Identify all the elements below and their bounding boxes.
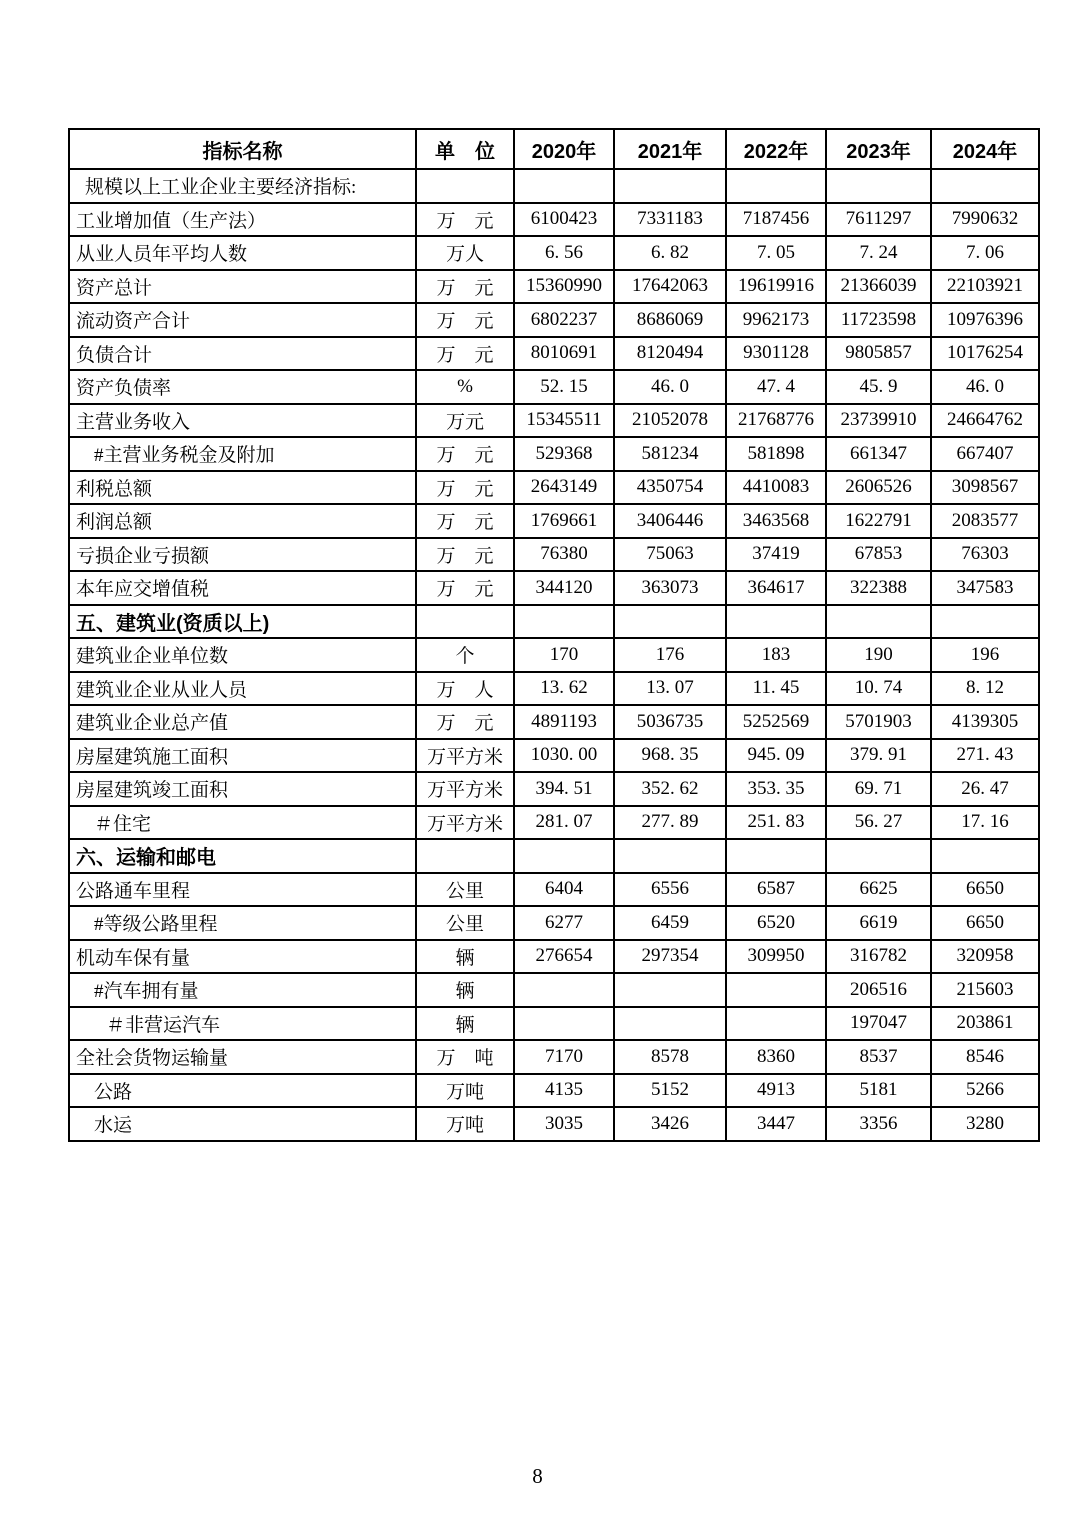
indicator-label: 建筑业企业总产值 bbox=[69, 705, 416, 739]
unit-cell: 万吨 bbox=[416, 1107, 514, 1141]
value-cell: 9805857 bbox=[826, 337, 931, 371]
value-cell: 22103921 bbox=[931, 270, 1039, 304]
value-cell: 529368 bbox=[514, 437, 614, 471]
table-row bbox=[69, 303, 1039, 337]
value-cell: 9962173 bbox=[726, 303, 826, 337]
unit-cell: 个 bbox=[416, 638, 514, 672]
header-row bbox=[69, 129, 1039, 169]
table-row bbox=[69, 270, 1039, 304]
value-cell: 281. 07 bbox=[514, 806, 614, 840]
value-cell: 8010691 bbox=[514, 337, 614, 371]
indicator-label: 机动车保有量 bbox=[69, 940, 416, 974]
value-cell: 8686069 bbox=[614, 303, 726, 337]
value-cell: 1030. 00 bbox=[514, 739, 614, 773]
value-cell: 7611297 bbox=[826, 203, 931, 237]
value-cell: 3356 bbox=[826, 1107, 931, 1141]
unit-cell: 万 吨 bbox=[416, 1040, 514, 1074]
indicator-label: 全社会货物运输量 bbox=[69, 1040, 416, 1074]
indicator-label: ＃住宅 bbox=[69, 806, 416, 840]
value-cell bbox=[514, 839, 614, 873]
value-cell: 6520 bbox=[726, 906, 826, 940]
table-row bbox=[69, 236, 1039, 270]
indicator-label: 亏损企业亏损额 bbox=[69, 538, 416, 572]
indicator-label: 负债合计 bbox=[69, 337, 416, 371]
value-cell: 309950 bbox=[726, 940, 826, 974]
value-cell: 3035 bbox=[514, 1107, 614, 1141]
col-header-indicator-name: 指标名称 bbox=[69, 129, 416, 169]
value-cell: 344120 bbox=[514, 571, 614, 605]
unit-cell: 万 元 bbox=[416, 705, 514, 739]
value-cell bbox=[514, 605, 614, 639]
value-cell: 277. 89 bbox=[614, 806, 726, 840]
value-cell: 2606526 bbox=[826, 471, 931, 505]
value-cell: 968. 35 bbox=[614, 739, 726, 773]
value-cell bbox=[726, 605, 826, 639]
value-cell: 21768776 bbox=[726, 404, 826, 438]
unit-cell: 辆 bbox=[416, 1007, 514, 1041]
unit-cell bbox=[416, 839, 514, 873]
unit-cell: 万平方米 bbox=[416, 739, 514, 773]
indicator-label: 利润总额 bbox=[69, 504, 416, 538]
value-cell: 7187456 bbox=[726, 203, 826, 237]
value-cell: 1769661 bbox=[514, 504, 614, 538]
value-cell: 76380 bbox=[514, 538, 614, 572]
unit-cell: 万 人 bbox=[416, 672, 514, 706]
value-cell: 6625 bbox=[826, 873, 931, 907]
value-cell: 196 bbox=[931, 638, 1039, 672]
indicator-label: 本年应交增值税 bbox=[69, 571, 416, 605]
value-cell bbox=[614, 973, 726, 1007]
value-cell: 6404 bbox=[514, 873, 614, 907]
value-cell bbox=[514, 973, 614, 1007]
value-cell: 316782 bbox=[826, 940, 931, 974]
unit-cell: 万 元 bbox=[416, 471, 514, 505]
value-cell bbox=[931, 169, 1039, 203]
unit-cell: 万吨 bbox=[416, 1074, 514, 1108]
table-row bbox=[69, 538, 1039, 572]
value-cell: 6802237 bbox=[514, 303, 614, 337]
value-cell: 4913 bbox=[726, 1074, 826, 1108]
value-cell: 8120494 bbox=[614, 337, 726, 371]
indicator-label: 主营业务收入 bbox=[69, 404, 416, 438]
unit-cell: 万元 bbox=[416, 404, 514, 438]
value-cell: 26. 47 bbox=[931, 772, 1039, 806]
value-cell bbox=[726, 1007, 826, 1041]
value-cell: 364617 bbox=[726, 571, 826, 605]
indicator-label: 公路通车里程 bbox=[69, 873, 416, 907]
value-cell: 322388 bbox=[826, 571, 931, 605]
value-cell: 5266 bbox=[931, 1074, 1039, 1108]
value-cell: 4135 bbox=[514, 1074, 614, 1108]
value-cell: 4410083 bbox=[726, 471, 826, 505]
indicator-label: 五、建筑业(资质以上) bbox=[69, 605, 416, 639]
value-cell bbox=[931, 839, 1039, 873]
unit-cell: 万 元 bbox=[416, 303, 514, 337]
indicator-label: 资产总计 bbox=[69, 270, 416, 304]
value-cell: 297354 bbox=[614, 940, 726, 974]
indicator-label: 利税总额 bbox=[69, 471, 416, 505]
value-cell: 276654 bbox=[514, 940, 614, 974]
table-row bbox=[69, 973, 1039, 1007]
unit-cell: 公里 bbox=[416, 906, 514, 940]
unit-cell: 万平方米 bbox=[416, 772, 514, 806]
indicator-label: 房屋建筑施工面积 bbox=[69, 739, 416, 773]
indicator-label: 工业增加值（生产法） bbox=[69, 203, 416, 237]
unit-cell bbox=[416, 169, 514, 203]
value-cell: 661347 bbox=[826, 437, 931, 471]
indicator-label: 六、运输和邮电 bbox=[69, 839, 416, 873]
value-cell: 3280 bbox=[931, 1107, 1039, 1141]
unit-cell: % bbox=[416, 370, 514, 404]
indicator-label: #主营业务税金及附加 bbox=[69, 437, 416, 471]
value-cell: 379. 91 bbox=[826, 739, 931, 773]
unit-cell bbox=[416, 605, 514, 639]
value-cell: 9301128 bbox=[726, 337, 826, 371]
value-cell: 6277 bbox=[514, 906, 614, 940]
value-cell: 3098567 bbox=[931, 471, 1039, 505]
indicators-table bbox=[68, 128, 1040, 1142]
indicator-label: 房屋建筑竣工面积 bbox=[69, 772, 416, 806]
value-cell: 6. 56 bbox=[514, 236, 614, 270]
value-cell: 5252569 bbox=[726, 705, 826, 739]
value-cell: 170 bbox=[514, 638, 614, 672]
value-cell: 7. 24 bbox=[826, 236, 931, 270]
value-cell: 347583 bbox=[931, 571, 1039, 605]
unit-cell: 辆 bbox=[416, 940, 514, 974]
value-cell: 17. 16 bbox=[931, 806, 1039, 840]
value-cell: 3463568 bbox=[726, 504, 826, 538]
value-cell: 46. 0 bbox=[614, 370, 726, 404]
unit-cell: 万人 bbox=[416, 236, 514, 270]
table-row bbox=[69, 806, 1039, 840]
indicator-label: #汽车拥有量 bbox=[69, 973, 416, 1007]
value-cell: 183 bbox=[726, 638, 826, 672]
indicator-label: 建筑业企业单位数 bbox=[69, 638, 416, 672]
col-header-year-2021: 2021年 bbox=[614, 129, 726, 169]
value-cell: 203861 bbox=[931, 1007, 1039, 1041]
value-cell: 3426 bbox=[614, 1107, 726, 1141]
value-cell: 7990632 bbox=[931, 203, 1039, 237]
value-cell: 353. 35 bbox=[726, 772, 826, 806]
value-cell: 197047 bbox=[826, 1007, 931, 1041]
indicator-label: 水运 bbox=[69, 1107, 416, 1141]
value-cell: 271. 43 bbox=[931, 739, 1039, 773]
value-cell: 5701903 bbox=[826, 705, 931, 739]
value-cell: 19619916 bbox=[726, 270, 826, 304]
table-row bbox=[69, 772, 1039, 806]
indicator-label: 公路 bbox=[69, 1074, 416, 1108]
value-cell: 215603 bbox=[931, 973, 1039, 1007]
unit-cell: 万 元 bbox=[416, 571, 514, 605]
table-row bbox=[69, 370, 1039, 404]
value-cell: 6. 82 bbox=[614, 236, 726, 270]
value-cell bbox=[726, 169, 826, 203]
table-row bbox=[69, 839, 1039, 873]
unit-cell: 万 元 bbox=[416, 538, 514, 572]
value-cell bbox=[826, 605, 931, 639]
unit-cell: 辆 bbox=[416, 973, 514, 1007]
value-cell: 251. 83 bbox=[726, 806, 826, 840]
table-row bbox=[69, 672, 1039, 706]
value-cell: 5152 bbox=[614, 1074, 726, 1108]
value-cell: 6650 bbox=[931, 873, 1039, 907]
value-cell: 3406446 bbox=[614, 504, 726, 538]
table-row bbox=[69, 169, 1039, 203]
value-cell: 3447 bbox=[726, 1107, 826, 1141]
value-cell: 352. 62 bbox=[614, 772, 726, 806]
value-cell bbox=[726, 839, 826, 873]
value-cell: 363073 bbox=[614, 571, 726, 605]
unit-cell: 万 元 bbox=[416, 203, 514, 237]
col-header-year-2022: 2022年 bbox=[726, 129, 826, 169]
col-header-year-2024: 2024年 bbox=[931, 129, 1039, 169]
value-cell: 52. 15 bbox=[514, 370, 614, 404]
value-cell: 11723598 bbox=[826, 303, 931, 337]
value-cell bbox=[514, 169, 614, 203]
value-cell bbox=[726, 973, 826, 1007]
value-cell: 15345511 bbox=[514, 404, 614, 438]
value-cell: 37419 bbox=[726, 538, 826, 572]
value-cell: 320958 bbox=[931, 940, 1039, 974]
indicator-label: ＃非营运汽车 bbox=[69, 1007, 416, 1041]
table-row bbox=[69, 571, 1039, 605]
value-cell bbox=[514, 1007, 614, 1041]
unit-cell: 公里 bbox=[416, 873, 514, 907]
value-cell bbox=[614, 839, 726, 873]
value-cell: 13. 07 bbox=[614, 672, 726, 706]
value-cell: 21366039 bbox=[826, 270, 931, 304]
table-row bbox=[69, 471, 1039, 505]
value-cell bbox=[614, 1007, 726, 1041]
value-cell: 6459 bbox=[614, 906, 726, 940]
value-cell: 667407 bbox=[931, 437, 1039, 471]
value-cell: 6619 bbox=[826, 906, 931, 940]
value-cell: 945. 09 bbox=[726, 739, 826, 773]
table-row bbox=[69, 873, 1039, 907]
value-cell: 76303 bbox=[931, 538, 1039, 572]
indicator-label: 资产负债率 bbox=[69, 370, 416, 404]
value-cell: 56. 27 bbox=[826, 806, 931, 840]
value-cell: 7. 05 bbox=[726, 236, 826, 270]
table-row bbox=[69, 337, 1039, 371]
unit-cell: 万 元 bbox=[416, 270, 514, 304]
value-cell: 7170 bbox=[514, 1040, 614, 1074]
value-cell: 394. 51 bbox=[514, 772, 614, 806]
value-cell: 15360990 bbox=[514, 270, 614, 304]
value-cell: 24664762 bbox=[931, 404, 1039, 438]
value-cell: 8546 bbox=[931, 1040, 1039, 1074]
unit-cell: 万平方米 bbox=[416, 806, 514, 840]
table-row bbox=[69, 906, 1039, 940]
value-cell: 10976396 bbox=[931, 303, 1039, 337]
value-cell bbox=[826, 839, 931, 873]
indicator-label: #等级公路里程 bbox=[69, 906, 416, 940]
table-row bbox=[69, 1074, 1039, 1108]
value-cell: 8537 bbox=[826, 1040, 931, 1074]
value-cell: 7331183 bbox=[614, 203, 726, 237]
value-cell: 8360 bbox=[726, 1040, 826, 1074]
value-cell: 11. 45 bbox=[726, 672, 826, 706]
value-cell: 10176254 bbox=[931, 337, 1039, 371]
value-cell: 581234 bbox=[614, 437, 726, 471]
unit-cell: 万 元 bbox=[416, 437, 514, 471]
table-row bbox=[69, 437, 1039, 471]
table-row bbox=[69, 940, 1039, 974]
table-row bbox=[69, 705, 1039, 739]
value-cell: 23739910 bbox=[826, 404, 931, 438]
value-cell: 47. 4 bbox=[726, 370, 826, 404]
value-cell: 6100423 bbox=[514, 203, 614, 237]
indicator-label: 流动资产合计 bbox=[69, 303, 416, 337]
table-row bbox=[69, 739, 1039, 773]
indicator-label: 规模以上工业企业主要经济指标: bbox=[69, 169, 416, 203]
value-cell bbox=[614, 169, 726, 203]
table-row bbox=[69, 203, 1039, 237]
unit-cell: 万 元 bbox=[416, 504, 514, 538]
value-cell: 46. 0 bbox=[931, 370, 1039, 404]
col-header-unit: 单 位 bbox=[416, 129, 514, 169]
value-cell: 2643149 bbox=[514, 471, 614, 505]
value-cell: 69. 71 bbox=[826, 772, 931, 806]
value-cell: 45. 9 bbox=[826, 370, 931, 404]
value-cell: 67853 bbox=[826, 538, 931, 572]
table-row bbox=[69, 404, 1039, 438]
value-cell: 581898 bbox=[726, 437, 826, 471]
value-cell: 6650 bbox=[931, 906, 1039, 940]
value-cell: 4350754 bbox=[614, 471, 726, 505]
value-cell bbox=[931, 605, 1039, 639]
value-cell: 2083577 bbox=[931, 504, 1039, 538]
table-row bbox=[69, 1107, 1039, 1141]
value-cell: 6556 bbox=[614, 873, 726, 907]
value-cell bbox=[614, 605, 726, 639]
value-cell: 5036735 bbox=[614, 705, 726, 739]
value-cell: 13. 62 bbox=[514, 672, 614, 706]
table-row bbox=[69, 605, 1039, 639]
value-cell: 206516 bbox=[826, 973, 931, 1007]
col-header-year-2023: 2023年 bbox=[826, 129, 931, 169]
value-cell: 4139305 bbox=[931, 705, 1039, 739]
value-cell: 7. 06 bbox=[931, 236, 1039, 270]
table-row bbox=[69, 504, 1039, 538]
table-row bbox=[69, 1007, 1039, 1041]
table-row bbox=[69, 638, 1039, 672]
value-cell: 190 bbox=[826, 638, 931, 672]
col-header-year-2020: 2020年 bbox=[514, 129, 614, 169]
page-number: 8 bbox=[532, 1464, 543, 1488]
value-cell: 8. 12 bbox=[931, 672, 1039, 706]
value-cell: 10. 74 bbox=[826, 672, 931, 706]
value-cell: 1622791 bbox=[826, 504, 931, 538]
value-cell: 5181 bbox=[826, 1074, 931, 1108]
unit-cell: 万 元 bbox=[416, 337, 514, 371]
value-cell: 75063 bbox=[614, 538, 726, 572]
indicator-label: 建筑业企业从业人员 bbox=[69, 672, 416, 706]
table-row bbox=[69, 1040, 1039, 1074]
value-cell: 17642063 bbox=[614, 270, 726, 304]
value-cell bbox=[826, 169, 931, 203]
value-cell: 8578 bbox=[614, 1040, 726, 1074]
indicator-label: 从业人员年平均人数 bbox=[69, 236, 416, 270]
value-cell: 176 bbox=[614, 638, 726, 672]
value-cell: 21052078 bbox=[614, 404, 726, 438]
value-cell: 6587 bbox=[726, 873, 826, 907]
value-cell: 4891193 bbox=[514, 705, 614, 739]
